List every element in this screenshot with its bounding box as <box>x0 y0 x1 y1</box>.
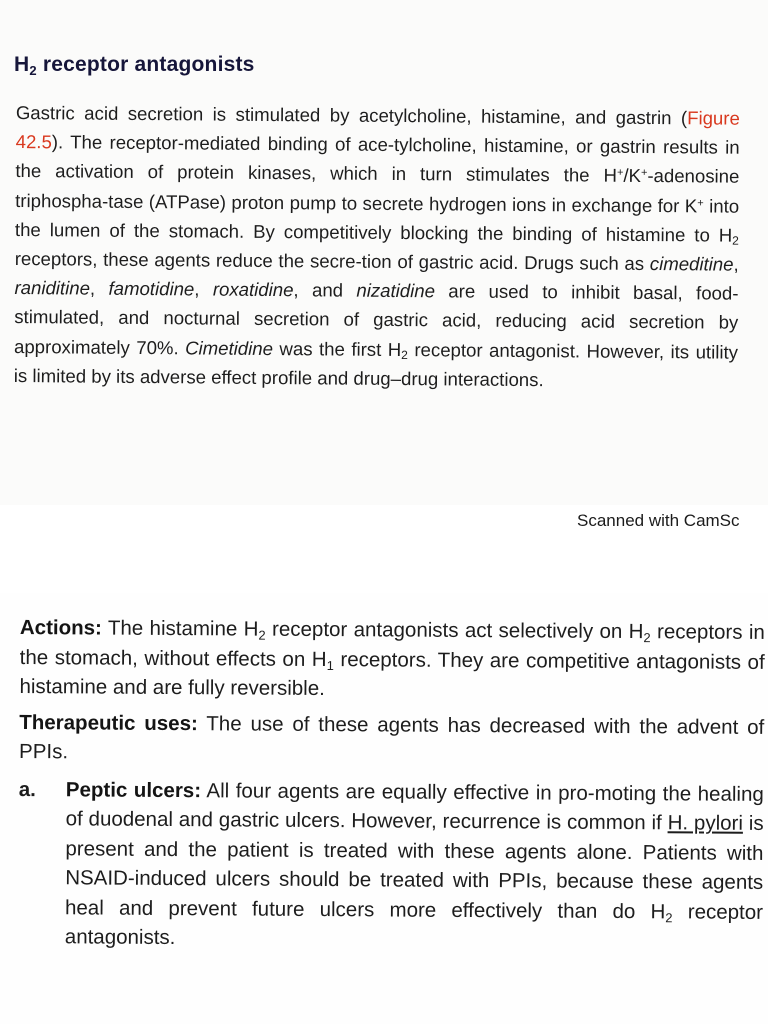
text-run: Gastric acid secretion is stimulated by acetylcholine, histamine, and gastrin ( <box>15 101 688 129</box>
text-run: was the first H <box>272 337 402 360</box>
text-run: /K <box>623 165 642 187</box>
list-item-peptic-ulcers <box>18 774 764 956</box>
list-marker: a. <box>18 777 37 801</box>
scanner-watermark: Scanned with CamSc <box>577 511 740 530</box>
text-run: The use of these agents has decreased with the advent of PPIs. <box>19 711 765 764</box>
drug-name: nizatidine <box>356 279 436 302</box>
drug-name: cimeditine <box>649 252 734 275</box>
peptic-ulcers-paragraph <box>65 775 764 957</box>
text-run: receptor antagonists. <box>64 899 764 950</box>
superscript: + <box>640 167 648 180</box>
heading-text-rest: receptor antagonists <box>36 53 255 76</box>
subscript: 2 <box>258 627 266 643</box>
figure-reference-link[interactable]: Figure 42.5 <box>15 107 740 153</box>
subscript: 1 <box>326 657 334 673</box>
actions-section <box>18 613 765 956</box>
text-run: , <box>89 277 109 299</box>
actions-paragraph <box>19 613 765 706</box>
text-run: -adenosine triphospha-tase (ATPase) proton pump to secrete hydrogen ions in exchange for K <box>15 165 740 216</box>
subscript: 2 <box>401 347 408 362</box>
heading-subscript: 2 <box>29 63 37 78</box>
heading-text-h: H <box>14 53 30 76</box>
text-run: receptors. They are competitive antagonists of histamine and are fully reversible. <box>19 647 765 701</box>
superscript: + <box>697 196 704 210</box>
text-run: is present and the patient is treated with these agents alone. Patients with NSAID-induced ulcers should be treated with PPIs, because these agents heal and prevent future ulcers more effectively than do H <box>64 811 764 923</box>
subscript: 2 <box>732 233 739 248</box>
text-run: The histamine H <box>101 616 259 641</box>
therapeutic-uses-paragraph <box>19 707 764 771</box>
text-run: ). The receptor-mediated binding of ace-tylcholine, histamine, or gastrin results in the activation of protein kinases, which in turn stimulates the H <box>15 131 740 187</box>
scan-page-top <box>0 0 768 505</box>
superscript: + <box>616 167 624 180</box>
h-pylori-term: H. pylori <box>667 811 744 835</box>
therapeutic-uses-label: Therapeutic uses: <box>19 710 198 735</box>
text-run: , <box>194 278 213 300</box>
subscript: 2 <box>643 630 651 646</box>
text-run: receptor antagonists act selectively on H <box>265 617 644 644</box>
text-run: , <box>733 253 739 275</box>
drug-name: raniditine <box>14 277 91 299</box>
subscript: 2 <box>665 909 673 925</box>
text-run: receptor antagonist. However, its utility is limited by its adverse effect profile and drug–drug interactions. <box>13 338 739 390</box>
text-run: into the lumen of the stomach. By competitively blocking the binding of histamine to H <box>14 195 740 246</box>
drug-name: famotidine <box>108 277 195 300</box>
drug-name: roxatidine <box>212 278 294 301</box>
actions-label: Actions: <box>19 615 102 640</box>
text-run: , and <box>293 279 357 301</box>
text-run: receptors, these agents reduce the secre-tion of gastric acid. Drugs such as <box>14 248 650 274</box>
peptic-ulcers-label: Peptic ulcers: <box>65 777 202 802</box>
intro-paragraph <box>14 98 740 396</box>
text-run: are used to inhibit basal, food-stimulated, and nocturnal secretion of gastric acid, reducing acid secretion by approximately 70%. <box>13 280 739 358</box>
text-run: All four agents are equally effective in pro-moting the healing of duodenal and gastric ulcers. However, recurrence is common if <box>65 778 764 835</box>
text-run: receptors in the stomach, without effects on H <box>19 620 765 671</box>
drug-name: Cimetidine <box>185 336 274 359</box>
section-heading <box>14 53 255 78</box>
